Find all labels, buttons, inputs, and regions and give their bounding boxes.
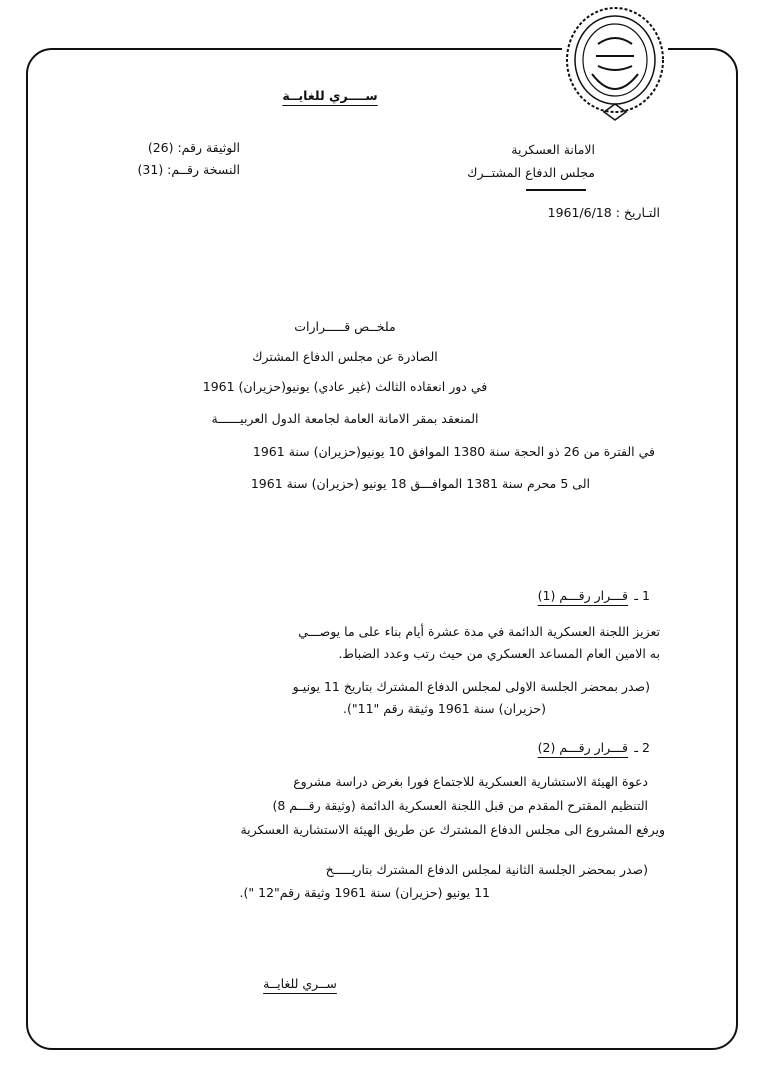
decision-2-source-line: (صدر بمحضر الجلسة الثانية لمجلس الدفاع المشترك بتاريـــــخ xyxy=(325,862,648,877)
decision-2-source-line: 11 يونيو (حزيران) سنة 1961 وثيقة رقم"12 "). xyxy=(239,885,490,900)
decision-1-text-line: تعزيز اللجنة العسكرية الدائمة في مدة عشرة أيام بناء على ما يوصـــي xyxy=(298,624,660,639)
title-line-5: في الفترة من 26 ذو الحجة سنة 1380 الموافق 10 يونيو(حزيران) سنة 1961 xyxy=(252,444,655,459)
arab-league-seal xyxy=(562,4,668,126)
decision-2-heading: قـــرار رقـــم (2) xyxy=(537,740,628,755)
decision-1-source-line: (صدر بمحضر الجلسة الاولى لمجلس الدفاع المشترك بتاريخ 11 يونيـو xyxy=(292,679,650,694)
issuer-line-1: الامانة العسكرية xyxy=(511,142,595,157)
copy-number: النسخة رقــم: (31) xyxy=(137,162,240,177)
decision-2-number: 2 ـ xyxy=(634,740,650,755)
title-line-6: الى 5 محرم سنة 1381 الموافـــق 18 يونيو (حزيران) سنة 1961 xyxy=(250,476,590,491)
classification-top: ســــري للغايــة xyxy=(282,88,378,103)
decision-2-text-line: التنظيم المقترح المقدم من قبل اللجنة العسكرية الدائمة (وثيقة رقـــم 8) xyxy=(272,798,648,813)
title-line-2: الصادرة عن مجلس الدفاع المشترك xyxy=(252,349,438,364)
title-line-4: المنعقد بمقر الامانة العامة لجامعة الدول العربيــــــة xyxy=(211,411,479,426)
decision-1-source-line: (حزيران) سنة 1961 وثيقة رقم "11"). xyxy=(343,701,546,716)
issuer-divider xyxy=(526,189,586,191)
document-date: التـاريخ : 1961/6/18 xyxy=(547,205,660,220)
classification-bottom: ســري للغايــة xyxy=(263,976,337,991)
document-number: الوثيقة رقم: (26) xyxy=(147,140,240,155)
decision-1-heading: قـــرار رقـــم (1) xyxy=(537,588,628,603)
decision-1-number: 1 ـ xyxy=(634,588,650,603)
decision-2-text-line: ويرفع المشروع الى مجلس الدفاع المشترك عن طريق الهيئة الاستشارية العسكرية xyxy=(240,822,665,837)
title-line-3: في دور انعقاده الثالث (غير عادي) يونيو(حزيران) 1961 xyxy=(202,379,488,394)
decision-1-text-line: به الامين العام المساعد العسكري من حيث رتب وعدد الضباط. xyxy=(338,646,660,661)
title-line-1: ملخــص قـــــرارات xyxy=(294,319,396,334)
decision-2-text-line: دعوة الهيئة الاستشارية العسكرية للاجتماع فورا بغرض دراسة مشروع xyxy=(293,774,648,789)
issuer-line-2: مجلس الدفاع المشتــرك xyxy=(467,165,595,180)
